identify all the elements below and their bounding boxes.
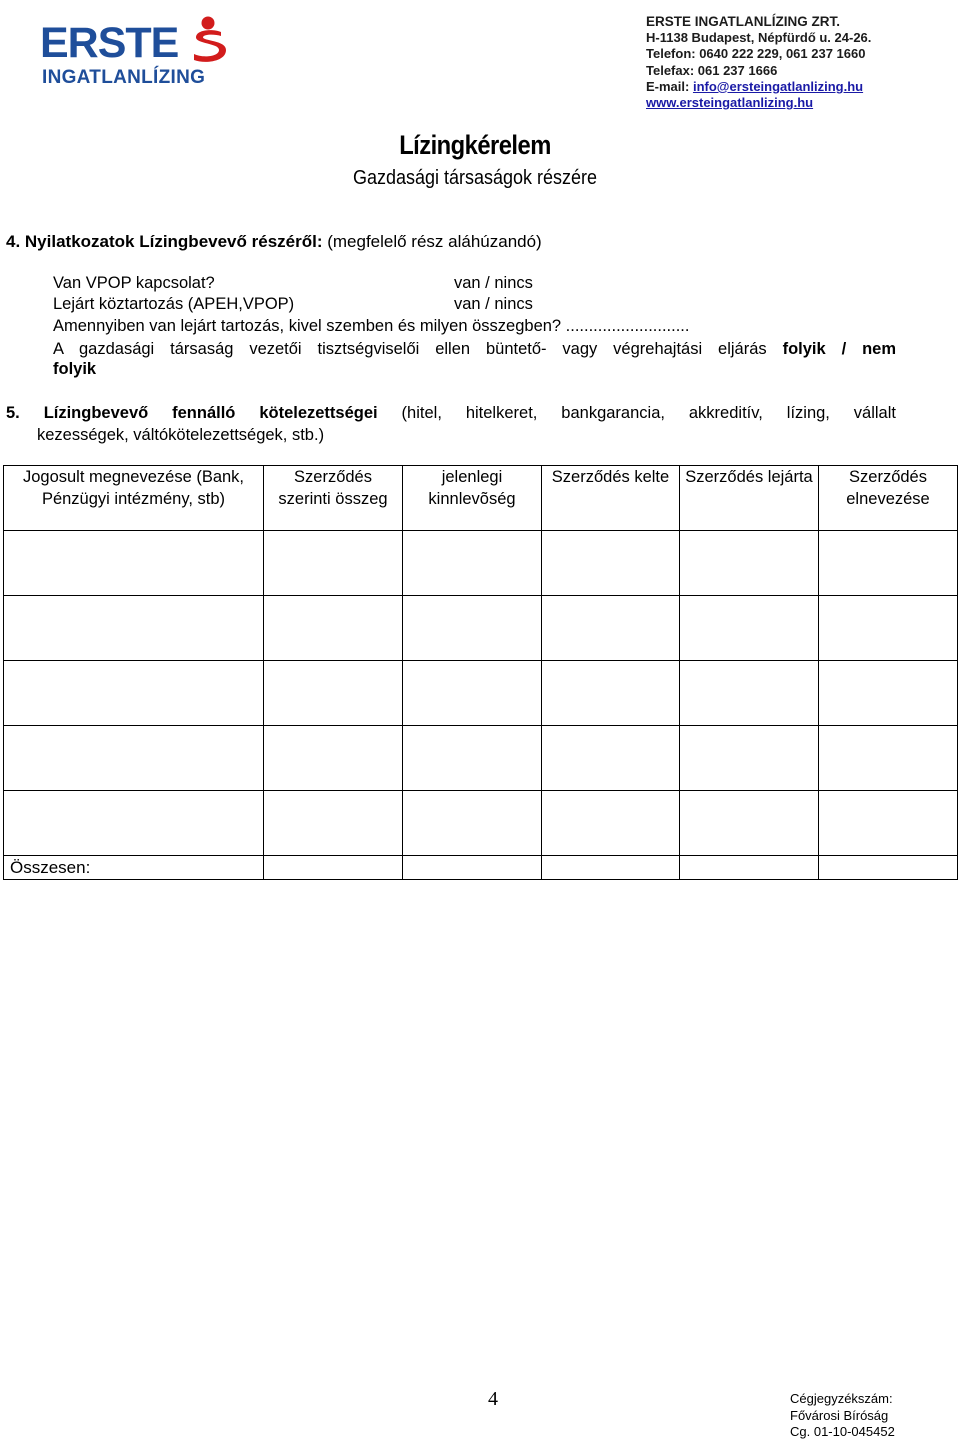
table-cell[interactable] (4, 661, 264, 726)
column-header-contract-date: Szerződés kelte (542, 466, 680, 531)
section-4-heading-bold: 4. Nyilatkozatok Lízingbevevő részéről: (6, 232, 323, 251)
table-cell[interactable] (680, 596, 819, 661)
website-link[interactable]: www.ersteingatlanlizing.hu (646, 95, 814, 111)
section-5-heading (6, 403, 896, 446)
question-overdue-details: Amennyiben van lejárt tartozás, kivel szemben és milyen összegben? ........................... (53, 317, 690, 335)
table-cell[interactable] (819, 726, 958, 791)
question-overdue-tax: Lejárt köztartozás (APEH,VPOP) (53, 295, 295, 313)
table-cell[interactable] (403, 791, 542, 856)
table-cell[interactable] (680, 791, 819, 856)
logo-subtitle: INGATLANLÍZING (42, 67, 206, 88)
section-4-heading (6, 232, 542, 252)
table-cell[interactable] (819, 531, 958, 596)
total-cell[interactable] (542, 856, 680, 880)
column-header-expiry: Szerződés lejárta (680, 466, 819, 531)
document-subtitle: Gazdasági társaságok részére (352, 167, 598, 189)
document-title: Lízingkérelem (399, 130, 551, 160)
table-cell[interactable] (4, 531, 264, 596)
erste-logo (40, 14, 230, 90)
table-row (4, 791, 958, 856)
proceedings-text: A gazdasági társaság vezetői tisztségviselői ellen büntető- vagy végrehajtási eljárás (53, 340, 783, 358)
total-cell[interactable] (264, 856, 403, 880)
table-row (4, 661, 958, 726)
table-cell[interactable] (819, 596, 958, 661)
table-row (4, 531, 958, 596)
proceedings-options-cont[interactable]: folyik (53, 360, 97, 378)
company-email-line (646, 79, 871, 95)
table-cell[interactable] (264, 791, 403, 856)
section-5-heading-bold: 5. Lízingbevevő fennálló kötelezettségei (6, 404, 378, 422)
table-total-row (4, 856, 958, 880)
column-header-outstanding: jelenlegi kinnlevõség (403, 466, 542, 531)
logo-wordmark: ERSTE (40, 19, 179, 67)
table-cell[interactable] (542, 596, 680, 661)
document-title-block (300, 130, 650, 190)
table-cell[interactable] (542, 531, 680, 596)
table-row (4, 726, 958, 791)
email-label: E-mail: (646, 78, 693, 94)
table-cell[interactable] (4, 791, 264, 856)
question-vpop: Van VPOP kapcsolat? (53, 274, 215, 292)
company-address: H-1138 Budapest, Népfürdő u. 24-26. (646, 30, 872, 46)
table-cell[interactable] (542, 791, 680, 856)
answer-vpop[interactable]: van / nincs (454, 274, 533, 292)
table-cell[interactable] (403, 596, 542, 661)
total-cell[interactable] (819, 856, 958, 880)
table-cell[interactable] (403, 726, 542, 791)
table-cell[interactable] (264, 726, 403, 791)
answer-overdue-tax[interactable]: van / nincs (454, 295, 533, 313)
table-cell[interactable] (4, 726, 264, 791)
table-cell[interactable] (264, 531, 403, 596)
table-cell[interactable] (542, 726, 680, 791)
proceedings-options[interactable]: folyik / nem (782, 340, 896, 358)
table-row (4, 596, 958, 661)
total-label: Összesen: (4, 856, 264, 880)
table-cell[interactable] (680, 531, 819, 596)
table-cell[interactable] (680, 726, 819, 791)
company-registry (790, 1391, 895, 1441)
column-header-contract-name: Szerződés elnevezése (819, 466, 958, 531)
section-4-heading-note: (megfelelő rész aláhúzandó) (322, 232, 542, 251)
registry-label: Cégjegyzékszám: (790, 1391, 893, 1406)
section-5-heading-note: (hitel, hitelkeret, bankgarancia, akkreditív, lízing, vállalt (377, 404, 896, 422)
registry-court: Fővárosi Bíróság (790, 1407, 889, 1423)
table-cell[interactable] (819, 661, 958, 726)
table-cell[interactable] (680, 661, 819, 726)
obligations-table (3, 465, 958, 880)
company-contact (646, 14, 871, 111)
section-5-heading-line2: kezességek, váltókötelezettségek, stb.) (37, 425, 325, 444)
table-cell[interactable] (264, 661, 403, 726)
registry-number: Cg. 01-10-045452 (790, 1424, 895, 1439)
column-header-contract-amount: Szerződés szerinti összeg (264, 466, 403, 531)
total-cell[interactable] (403, 856, 542, 880)
table-header-row (4, 466, 958, 531)
column-header-creditor: Jogosult megnevezése (Bank, Pénzügyi intézmény, stb) (4, 466, 264, 531)
table-cell[interactable] (403, 531, 542, 596)
company-fax: Telefax: 061 237 1666 (646, 62, 778, 78)
company-phone: Telefon: 0640 222 229, 061 237 1660 (646, 46, 866, 62)
email-link[interactable]: info@ersteingatlanlizing.hu (692, 78, 864, 94)
table-cell[interactable] (819, 791, 958, 856)
table-cell[interactable] (264, 596, 403, 661)
erste-s-sign-icon (188, 16, 228, 62)
page-number: 4 (488, 1388, 498, 1410)
table-cell[interactable] (542, 661, 680, 726)
question-proceedings (53, 339, 896, 361)
total-cell[interactable] (680, 856, 819, 880)
table-cell[interactable] (403, 661, 542, 726)
table-cell[interactable] (4, 596, 264, 661)
company-name: ERSTE INGATLANLÍZING ZRT. (646, 14, 840, 29)
